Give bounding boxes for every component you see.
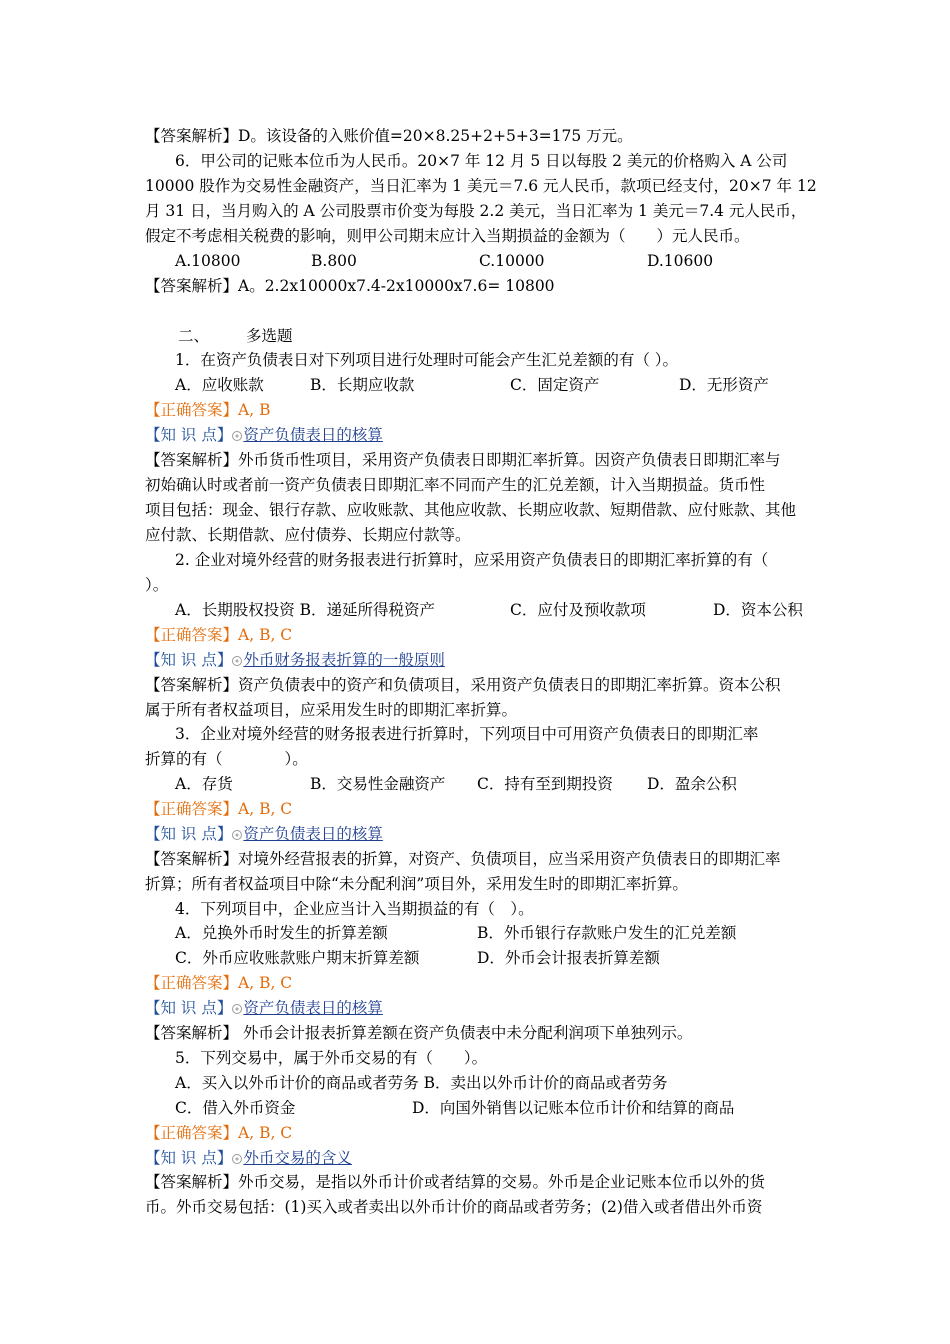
- knowledge-point-link[interactable]: 资产负债表日的核算: [243, 825, 383, 843]
- correct-answer-1: [145, 399, 270, 421]
- circle-bullet-icon: [232, 431, 242, 441]
- answer-explanation-m1-line3: 项目包括：现金、银行存款、应收账款、其他应收款、长期应收款、短期借款、应付账款、其他: [145, 501, 797, 519]
- question-6-text-line3: 月 31 日，当月购入的 A 公司股票市价变为每股 2.2 美元，当日汇率为 1 美元＝7.4 元人民币，: [145, 202, 807, 220]
- correct-answer-3: [145, 798, 292, 820]
- option-b: B．外币银行存款账户发生的汇兑差额: [477, 924, 737, 942]
- correct-answer-label: 【正确答案】: [145, 1124, 239, 1142]
- option-a: A．兑换外币时发生的折算差额: [175, 924, 388, 942]
- knowledge-point-label: 【知 识 点】: [145, 426, 233, 444]
- option-c: C．持有至到期投资: [477, 775, 613, 793]
- option-b: B．交易性金融资产: [310, 775, 446, 793]
- correct-answer-4: [145, 972, 292, 994]
- answer-explanation-m4: 【答案解析】 外币会计报表折算差额在资产负债表中未分配利润项下单独列示。: [145, 1024, 693, 1042]
- option-c: C.10000: [479, 252, 545, 270]
- correct-answer-value: A, B, C: [238, 800, 293, 818]
- correct-answer-5: [145, 1122, 292, 1144]
- knowledge-point-3: [145, 823, 383, 845]
- correct-answer-value: A, B, C: [238, 1124, 293, 1142]
- option-a: A．应收账款: [175, 376, 264, 394]
- option-d: D．资本公积: [713, 601, 803, 619]
- question-6-text-line2: 10000 股作为交易性金融资产，当日汇率为 1 美元＝7.6 元人民币，款项已经支付，20×7 年 12: [145, 177, 817, 195]
- knowledge-point-4: [145, 997, 383, 1019]
- knowledge-point-label: 【知 识 点】: [145, 651, 233, 669]
- option-c: C．固定资产: [510, 376, 600, 394]
- knowledge-point-link[interactable]: 外币财务报表折算的一般原则: [243, 651, 445, 669]
- option-c: C．应付及预收款项: [510, 601, 646, 619]
- multi-question-1: 1．在资产负债表日对下列项目进行处理时可能会产生汇兑差额的有（ ）。: [175, 351, 679, 369]
- multi-question-2: 2. 企业对境外经营的财务报表进行折算时，应采用资产负债表日的即期汇率折算的有（: [175, 551, 769, 569]
- option-b: B.800: [311, 252, 357, 270]
- answer-explanation-m1-line2: 初始确认时或者前一资产负债表日即期汇率不同而产生的汇兑差额，计入当期损益。货币性: [145, 476, 766, 494]
- answer-explanation-m5-line2: 币。外币交易包括：(1)买入或者卖出以外币计价的商品或者劳务；(2)借入或者借出外币资: [145, 1198, 763, 1216]
- knowledge-point-2: [145, 649, 445, 671]
- question-6-text: 6．甲公司的记账本位币为人民币。20×7 年 12 月 5 日以每股 2 美元的价格购入 A 公司: [175, 152, 788, 170]
- correct-answer-label: 【正确答案】: [145, 401, 239, 419]
- answer-explanation-m2-line2: 属于所有者权益项目，应采用发生时的即期汇率折算。: [145, 701, 518, 719]
- multi-question-5: 5．下列交易中，属于外币交易的有（ ）。: [175, 1049, 488, 1067]
- section-number: 二、: [178, 327, 210, 345]
- question-6-text-line4: 假定不考虑相关税费的影响，则甲公司期末应计入当期损益的金额为（ ）元人民币。: [145, 227, 750, 245]
- answer-explanation-m5: 【答案解析】外币交易，是指以外币计价或者结算的交易。外币是企业记账本位币以外的货: [145, 1173, 766, 1191]
- option-ab: A．长期股权投资 B．递延所得税资产: [175, 601, 436, 619]
- answer-explanation-m3-line2: 折算；所有者权益项目中除“未分配利润”项目外，采用发生时的即期汇率折算。: [145, 875, 688, 893]
- answer-explanation-m1-line4: 应付款、长期借款、应付债券、长期应付款等。: [145, 526, 471, 544]
- option-a: A.10800: [175, 252, 241, 270]
- knowledge-point-1: [145, 424, 383, 446]
- option-c: C．借入外币资金: [175, 1099, 296, 1117]
- knowledge-point-label: 【知 识 点】: [145, 825, 233, 843]
- option-a: A．存货: [175, 775, 233, 793]
- option-d: D．外币会计报表折算差额: [477, 949, 660, 967]
- knowledge-point-link[interactable]: 外币交易的含义: [243, 1149, 352, 1167]
- option-d: D．无形资产: [679, 376, 769, 394]
- correct-answer-value: A, B, C: [238, 626, 293, 644]
- section-title: 多选题: [246, 327, 293, 345]
- circle-bullet-icon: [232, 1154, 242, 1164]
- answer-explanation-m3: 【答案解析】对境外经营报表的折算，对资产、负债项目，应当采用资产负债表日的即期汇率: [145, 850, 781, 868]
- knowledge-point-label: 【知 识 点】: [145, 999, 233, 1017]
- correct-answer-2: [145, 624, 292, 646]
- knowledge-point-5: [145, 1147, 352, 1169]
- answer-explanation-m1: 【答案解析】外币货币性项目，采用资产负债表日即期汇率折算。因资产负债表日即期汇率与: [145, 451, 781, 469]
- correct-answer-value: A, B: [238, 401, 271, 419]
- circle-bullet-icon: [232, 656, 242, 666]
- correct-answer-label: 【正确答案】: [145, 974, 239, 992]
- answer-explanation-m2: 【答案解析】资产负债表中的资产和负债项目，采用资产负债表日的即期汇率折算。资本公积: [145, 676, 781, 694]
- knowledge-point-link[interactable]: 资产负债表日的核算: [243, 999, 383, 1017]
- circle-bullet-icon: [232, 830, 242, 840]
- correct-answer-label: 【正确答案】: [145, 800, 239, 818]
- option-d: D.10600: [647, 252, 714, 270]
- option-b: B．长期应收款: [310, 376, 415, 394]
- option-d: D．向国外销售以记账本位币计价和结算的商品: [412, 1099, 735, 1117]
- option-c: C．外币应收账款账户期末折算差额: [175, 949, 420, 967]
- multi-question-2-line2: ）。: [145, 576, 169, 594]
- knowledge-point-link[interactable]: 资产负债表日的核算: [243, 426, 383, 444]
- multi-question-3-line2: 折算的有（ ）。: [145, 750, 308, 768]
- multi-question-4: 4．下列项目中，企业应当计入当期损益的有（ ）。: [175, 900, 534, 918]
- answer-explanation-q6: 【答案解析】A。2.2x10000x7.4-2x10000x7.6= 10800: [145, 277, 555, 295]
- multi-question-3: 3．企业对境外经营的财务报表进行折算时，下列项目中可用资产负债表日的即期汇率: [175, 725, 759, 743]
- option-ab: A．买入以外币计价的商品或者劳务 B．卖出以外币计价的商品或者劳务: [175, 1074, 668, 1092]
- correct-answer-label: 【正确答案】: [145, 626, 239, 644]
- answer-explanation-q5: 【答案解析】D。该设备的入账价值=20×8.25+2+5+3=175 万元。: [145, 127, 633, 145]
- knowledge-point-label: 【知 识 点】: [145, 1149, 233, 1167]
- circle-bullet-icon: [232, 1004, 242, 1014]
- option-d: D．盈余公积: [647, 775, 737, 793]
- correct-answer-value: A, B, C: [238, 974, 293, 992]
